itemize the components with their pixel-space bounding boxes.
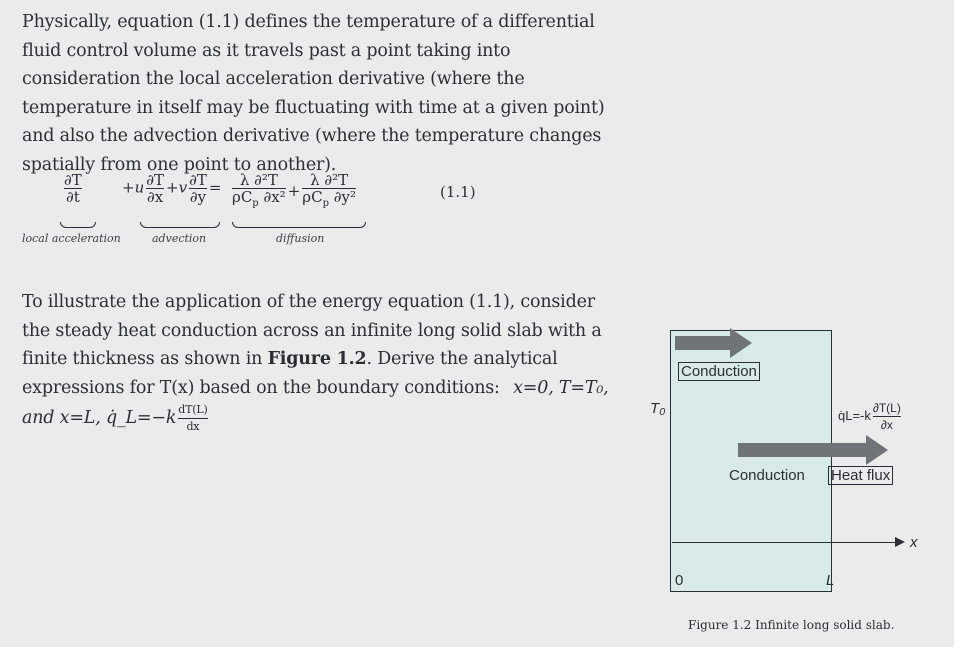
- flux-label-text: q̇L=-k: [838, 407, 871, 423]
- diffusion-label: diffusion: [276, 232, 325, 245]
- flux-den: ∂x: [880, 418, 893, 432]
- x-axis-arrow-icon: [895, 537, 905, 547]
- conduction-arrow-top-body: [675, 336, 730, 350]
- local-term: $\frac{\partial T}{\partial t}$: [64, 171, 82, 206]
- x-axis-line: [672, 542, 897, 543]
- t0-label: T₀: [650, 400, 666, 417]
- heat-flux-arrow-icon: [866, 435, 888, 465]
- figure-caption: Figure 1.2 Infinite long solid slab.: [688, 618, 895, 632]
- flux-label: [838, 400, 903, 433]
- local-label: local acceleration: [22, 232, 121, 245]
- conduction-label-bottom: Conduction: [729, 467, 805, 484]
- flux-num: ∂T(L): [872, 401, 901, 415]
- origin-label: 0: [675, 572, 684, 589]
- thickness-label: L: [826, 572, 835, 589]
- intro-paragraph: Physically, equation (1.1) defines the temperature of a differential fluid control volume as it travels past a point taking into consideration the local acceleration derivative (where the temperature in itself may be fluctuating with time at a given point) and also the advection derivative (where the temperature changes spatially from one point to another).: [22, 12, 605, 175]
- conduction-arrow-top-icon: [730, 328, 752, 358]
- boundary-conditions: x=0, T=T₀, and x=L, q̇_L=−k: [22, 377, 609, 428]
- heat-flux-arrow-body: [738, 443, 868, 457]
- x-axis-label: x: [910, 534, 918, 551]
- advection-term: +u $\frac{\partial T}{\partial x}$ +v $\frac{\partial T}{\partial y}$ =: [122, 171, 222, 206]
- bc-fraction: $\frac{dT(L)}{dx}$: [178, 403, 208, 433]
- diffusion-brace: [232, 222, 366, 228]
- figure-reference: Figure 1.2: [267, 349, 367, 369]
- advection-brace: [140, 222, 220, 228]
- advection-label: advection: [152, 232, 207, 245]
- heat-flux-label: Heat flux: [828, 466, 893, 485]
- equation-number: (1.1): [440, 183, 476, 201]
- local-brace: [60, 222, 96, 228]
- problem-text-b: . Derive the analytical expressions for T(x) based on the boundary conditions:: [22, 349, 558, 398]
- diffusion-term: $\frac{\text{λ ∂²T}}{\rho C_p \partial x^2}$ + $\frac{\text{λ ∂²T}}{\rho C_p \partial y^2}$: [232, 171, 356, 209]
- problem-text-a: To illustrate the application of the energy equation (1.1), consider the steady heat conduction across an infinite long solid slab with a finite thickness as shown in: [22, 292, 602, 369]
- problem-paragraph: [22, 288, 622, 435]
- conduction-label-top: Conduction: [678, 362, 760, 381]
